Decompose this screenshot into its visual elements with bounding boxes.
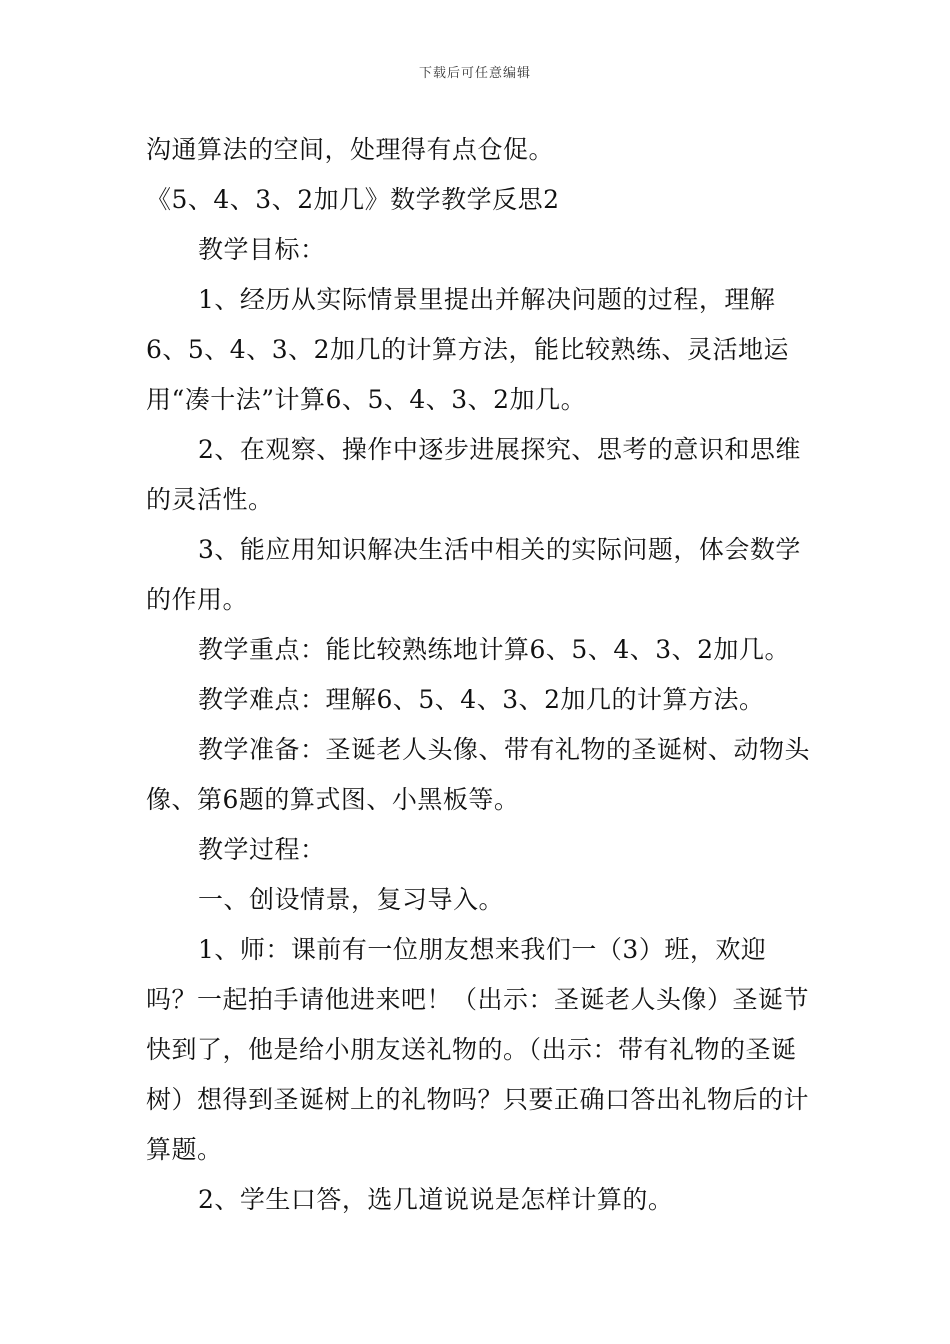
paragraph: 一、创设情景，复习导入。 bbox=[198, 885, 505, 914]
page-header: 下载后可任意编辑 bbox=[418, 66, 531, 81]
document-body bbox=[146, 125, 816, 1225]
paragraph: 2、学生口答，选几道说说是怎样计算的。 bbox=[198, 1185, 674, 1214]
paragraph: 1、经历从实际情景里提出并解决问题的过程，理解6、5、4、3、2加几的计算方法，能比较熟练、灵活地运用“凑十法”计算6、5、4、3、2加几。 bbox=[146, 285, 790, 414]
paragraph: 沟通算法的空间，处理得有点仓促。 bbox=[146, 135, 555, 164]
paragraph: 教学重点：能比较熟练地计算6、5、4、3、2加几。 bbox=[198, 635, 791, 664]
paragraph: 3、能应用知识解决生活中相关的实际问题，体会数学的作用。 bbox=[146, 535, 801, 614]
section-title: 《5、4、3、2加几》数学教学反思2 bbox=[146, 185, 560, 214]
paragraph: 教学目标： bbox=[198, 235, 326, 264]
paragraph: 1、师：课前有一位朋友想来我们一（3）班，欢迎吗？一起拍手请他进来吧！（出示：圣诞老人头像）圣诞节快到了，他是给小朋友送礼物的。（出示：带有礼物的圣诞树）想得到圣诞树上的礼物吗？只要正确口答出礼物后的计算题。 bbox=[146, 935, 810, 1164]
paragraph: 教学准备：圣诞老人头像、带有礼物的圣诞树、动物头像、第6题的算式图、小黑板等。 bbox=[146, 735, 811, 814]
paragraph: 教学过程： bbox=[198, 835, 326, 864]
paragraph: 2、在观察、操作中逐步进展探究、思考的意识和思维的灵活性。 bbox=[146, 435, 801, 514]
paragraph: 教学难点：理解6、5、4、3、2加几的计算方法。 bbox=[198, 685, 765, 714]
